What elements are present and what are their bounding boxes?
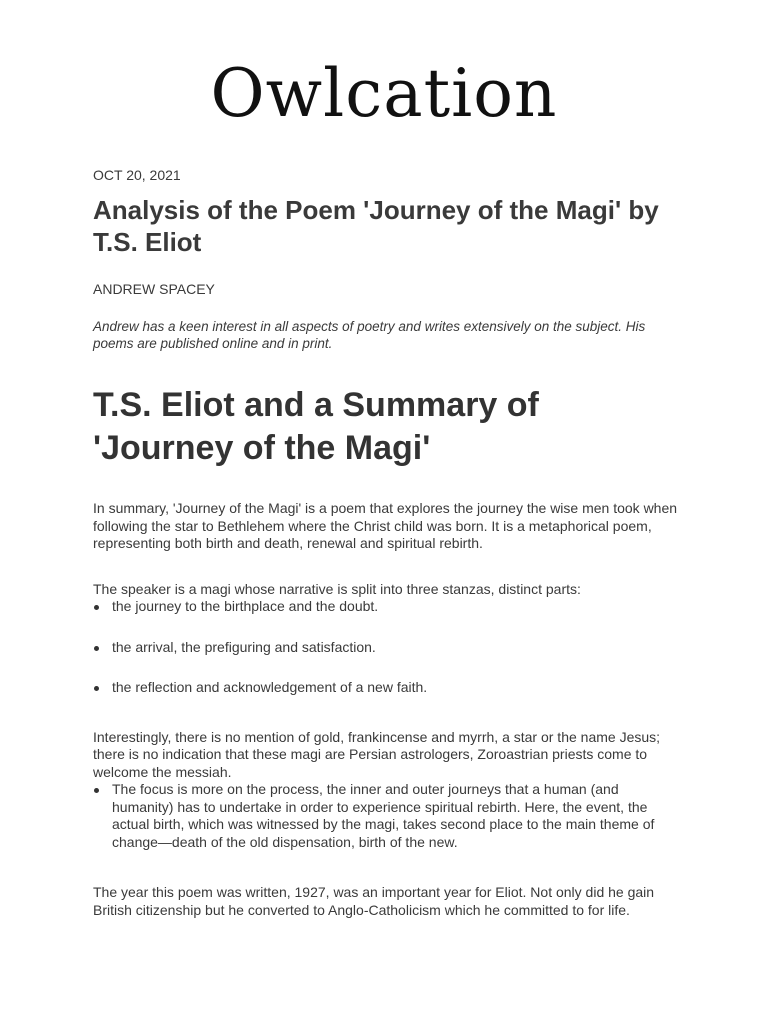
author-name[interactable]: ANDREW SPACEY [93, 281, 215, 297]
article-title: Analysis of the Poem 'Journey of the Magi' by T.S. Eliot [93, 195, 659, 257]
article-content [93, 166, 683, 919]
list-item-text: the arrival, the prefiguring and satisfaction. [112, 638, 376, 655]
bullet-icon [94, 686, 99, 691]
list-item [93, 781, 683, 851]
section-heading: T.S. Eliot and a Summary of 'Journey of the Magi' [93, 386, 539, 467]
list-item [93, 679, 683, 697]
stanza-intro-paragraph: The speaker is a magi whose narrative is split into three stanzas, distinct parts: [93, 580, 581, 597]
bullet-icon [94, 646, 99, 651]
list-item-text: the journey to the birthplace and the doubt. [112, 598, 379, 614]
year-paragraph: The year this poem was written, 1927, was an important year for Eliot. Not only did he gain British citizenship but he converted to Anglo-Catholicism which he committed to for life. [93, 884, 655, 918]
author-bio: Andrew has a keen interest in all aspects of poetry and writes extensively on the subject. His poems are published online and in print. [93, 319, 646, 351]
summary-paragraph: In summary, 'Journey of the Magi' is a poem that explores the journey the wise men took when following the star to Bethlehem where the Christ child was born. It is a metaphorical poem, representing both birth and death, renewal and spiritual rebirth. [93, 500, 678, 551]
bullet-icon [94, 605, 99, 610]
mention-paragraph: Interestingly, there is no mention of gold, frankincense and myrrh, a star or the name Jesus; there is no indication that these magi are Persian astrologers, Zoroastrian priests come to welcome the messiah. [93, 728, 661, 780]
focus-list [93, 781, 683, 851]
publish-date: OCT 20, 2021 [93, 167, 181, 183]
list-item-text: the reflection and acknowledgement of a new faith. [112, 679, 428, 695]
stanza-list [93, 598, 683, 697]
list-item-text: The focus is more on the process, the inner and outer journeys that a human (and humanity) has to undertake in order to experience spiritual rebirth. Here, the event, the actual birth, which was witnessed by the magi, takes second place to the main theme of change—death of the old dispensation, birth of the new. [112, 781, 655, 850]
site-logo[interactable]: Owlcation [210, 55, 558, 132]
list-item [93, 639, 683, 657]
bullet-icon [94, 788, 99, 793]
list-item [93, 598, 683, 616]
